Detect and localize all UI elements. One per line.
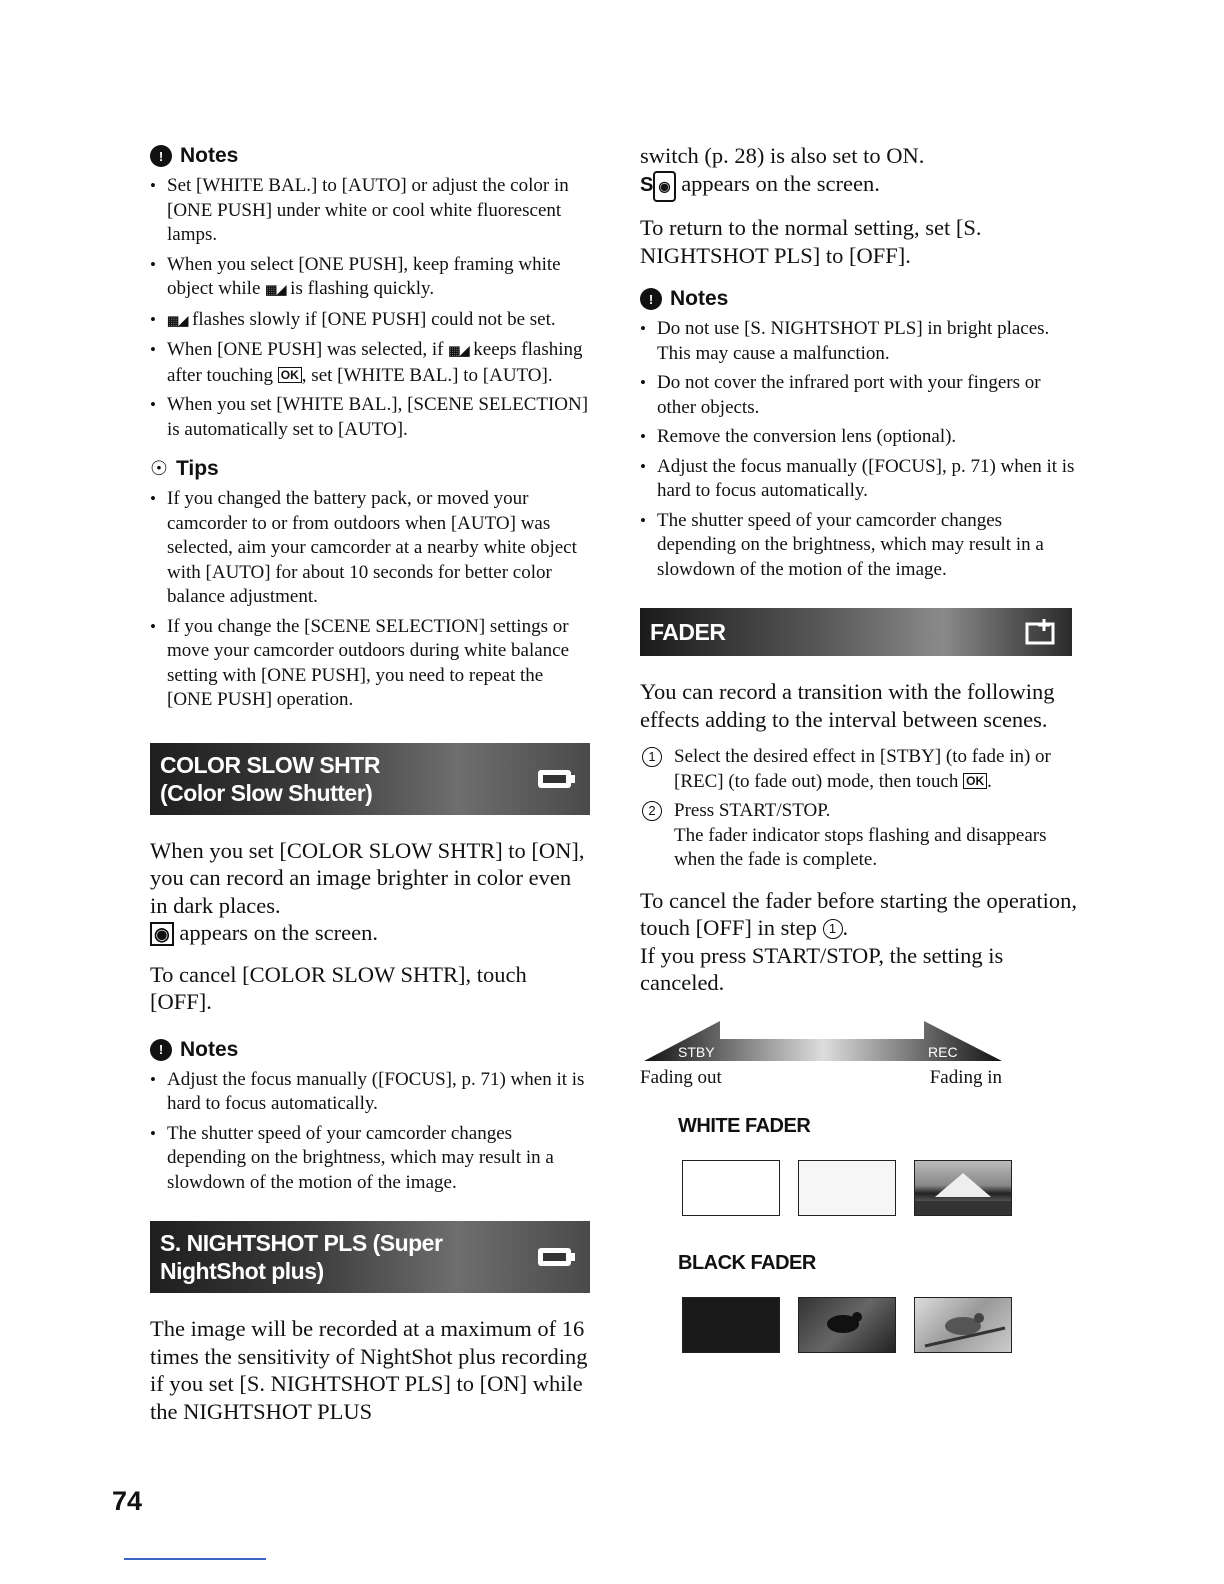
color-slow-desc: When you set [COLOR SLOW SHTR] to [ON], you can record an image brighter in color even in dark places. ◉ appears on the screen. xyxy=(150,837,585,945)
right-column xyxy=(640,142,1080,1353)
section-subtitle: (Color Slow Shutter) xyxy=(160,779,373,806)
list-item: • Do not cover the infrared port with your fingers or other objects. xyxy=(640,371,1080,420)
fader-intro: You can record a transition with the following effects adding to the interval between scenes. xyxy=(640,679,1055,732)
list-item: • If you change the [SCENE SELECTION] settings or move your camcorder outdoors during white balance setting with [ONE PUSH], you need to repeat the [ONE PUSH] operation. xyxy=(150,615,590,713)
nightshot-header xyxy=(150,1221,590,1293)
fading-in-label: Fading in xyxy=(929,1066,1002,1088)
left-column xyxy=(150,140,590,1437)
super-nightshot-icon: S ◉ xyxy=(640,174,676,196)
fading-out-label: Fading out xyxy=(640,1066,722,1088)
page-number: 74 xyxy=(112,1486,143,1516)
black-fader-thumbs xyxy=(682,1297,1080,1353)
mountain-image xyxy=(915,1161,1012,1216)
white-fader-frame-1 xyxy=(682,1160,780,1216)
list-item: • When you select [ONE PUSH], keep framing white object while ▦◢ is flashing quickly. xyxy=(150,253,590,303)
color-slow-cancel: To cancel [COLOR SLOW SHTR], touch [OFF]. xyxy=(150,961,527,1014)
tips-heading: ☉ Tips xyxy=(150,456,219,480)
camera-menu-icon xyxy=(536,1245,576,1269)
list-item: • When you set [WHITE BAL.], [SCENE SELECTION] is automatically set to [AUTO]. xyxy=(150,393,590,442)
fader-cancel-note: If you press START/STOP, the setting is canceled. xyxy=(640,942,1004,995)
fade-arrow-graphic xyxy=(640,1017,1010,1067)
white-fader-frame-3 xyxy=(914,1160,1012,1216)
nightshot-return: To return to the normal setting, set [S. NIGHTSHOT PLS] to [OFF]. xyxy=(640,215,982,268)
step-item: 2 Press START/STOP. The fader indicator stops flashing and disappears when the fade is complete. xyxy=(640,799,1080,873)
black-fader-frame-2 xyxy=(798,1297,896,1353)
rec-label: REC xyxy=(928,1043,958,1060)
color-slow-icon: ◉ xyxy=(150,922,174,946)
nightshot-icon-line: S ◉ appears on the screen. xyxy=(640,170,1080,203)
lightbulb-icon: ☉ xyxy=(150,458,168,480)
tips-list xyxy=(150,487,590,713)
notes-list xyxy=(150,1068,590,1196)
notes-heading: ! Notes xyxy=(640,287,1080,311)
list-item: • When [ONE PUSH] was selected, if ▦◢ keeps flashing after touching OK , set [WHITE BAL.] to [AUTO]. xyxy=(150,338,590,388)
bird-image xyxy=(915,1298,1012,1353)
section-subtitle: NightShot plus) xyxy=(160,1258,324,1284)
fade-diagram xyxy=(640,1017,1010,1107)
white-fader-thumbs xyxy=(682,1160,1080,1216)
fader-steps xyxy=(640,745,1080,873)
list-item: • ▦◢ flashes slowly if [ONE PUSH] could not be set. xyxy=(150,308,590,334)
notes-heading: ! Notes xyxy=(150,1038,590,1062)
notes-icon: ! xyxy=(640,288,662,310)
list-item: • The shutter speed of your camcorder changes depending on the brightness, which may result in a slowdown of the motion of the image. xyxy=(640,509,1080,583)
list-item: • If you changed the battery pack, or moved your camcorder to or from outdoors when [AUTO] was selected, aim your camcorder at a nearby white object with [AUTO] for about 10 seconds for better color balance adjustment. xyxy=(150,487,590,610)
fade-labels xyxy=(640,1067,1002,1089)
notes-icon: ! xyxy=(150,1039,172,1061)
step-item: 1 Select the desired effect in [STBY] (to fade in) or [REC] (to fade out) mode, then touch OK . xyxy=(640,745,1080,794)
wb-one-push-icon: ▦◢ xyxy=(167,312,188,328)
ok-button-icon: OK xyxy=(278,367,302,383)
fader-menu-icon xyxy=(1024,617,1058,647)
footer-rule xyxy=(124,1558,266,1560)
wb-one-push-icon: ▦◢ xyxy=(265,282,286,297)
notes-list xyxy=(150,174,590,442)
list-item: • The shutter speed of your camcorder changes depending on the brightness, which may result in a slowdown of the motion of the image. xyxy=(150,1122,590,1196)
list-item: • Set [WHITE BAL.] to [AUTO] or adjust the color in [ONE PUSH] under white or cool white fluorescent lamps. xyxy=(150,174,590,248)
list-item: • Remove the conversion lens (optional). xyxy=(640,425,1080,450)
fader-cancel: To cancel the fader before starting the operation, touch [OFF] in step 1 . xyxy=(640,887,1077,940)
nightshot-cont: switch (p. 28) is also set to ON. xyxy=(640,143,925,168)
white-fader-title: WHITE FADER xyxy=(678,1114,811,1137)
notes-heading: ! Notes xyxy=(150,144,590,168)
stby-label: STBY xyxy=(678,1043,715,1060)
list-item: • Adjust the focus manually ([FOCUS], p. 71) when it is hard to focus automatically. xyxy=(150,1068,590,1117)
section-title: FADER xyxy=(650,619,726,645)
bird-image-dark xyxy=(799,1298,896,1353)
black-fader-frame-1 xyxy=(682,1297,780,1353)
white-fader-frame-2 xyxy=(798,1160,896,1216)
black-fader-frame-3 xyxy=(914,1297,1012,1353)
camera-menu-icon xyxy=(536,767,576,791)
section-title: COLOR SLOW SHTR xyxy=(160,751,380,778)
color-slow-shtr-header xyxy=(150,743,590,815)
notes-list xyxy=(640,317,1080,582)
list-item: • Do not use [S. NIGHTSHOT PLS] in bright places. This may cause a malfunction. xyxy=(640,317,1080,366)
section-title: S. NIGHTSHOT PLS (Super xyxy=(160,1230,443,1256)
fader-header xyxy=(640,608,1072,656)
black-fader-title: BLACK FADER xyxy=(678,1251,816,1274)
notes-icon: ! xyxy=(150,145,172,167)
list-item: • Adjust the focus manually ([FOCUS], p. 71) when it is hard to focus automatically. xyxy=(640,455,1080,504)
ok-button-icon: OK xyxy=(963,773,987,789)
wb-one-push-icon: ▦◢ xyxy=(448,343,469,358)
nightshot-desc: The image will be recorded at a maximum of 16 times the sensitivity of NightShot plus recording if you set [S. NIGHTSHOT PLS] to [ON] while the NIGHTSHOT PLUS xyxy=(150,1316,588,1424)
